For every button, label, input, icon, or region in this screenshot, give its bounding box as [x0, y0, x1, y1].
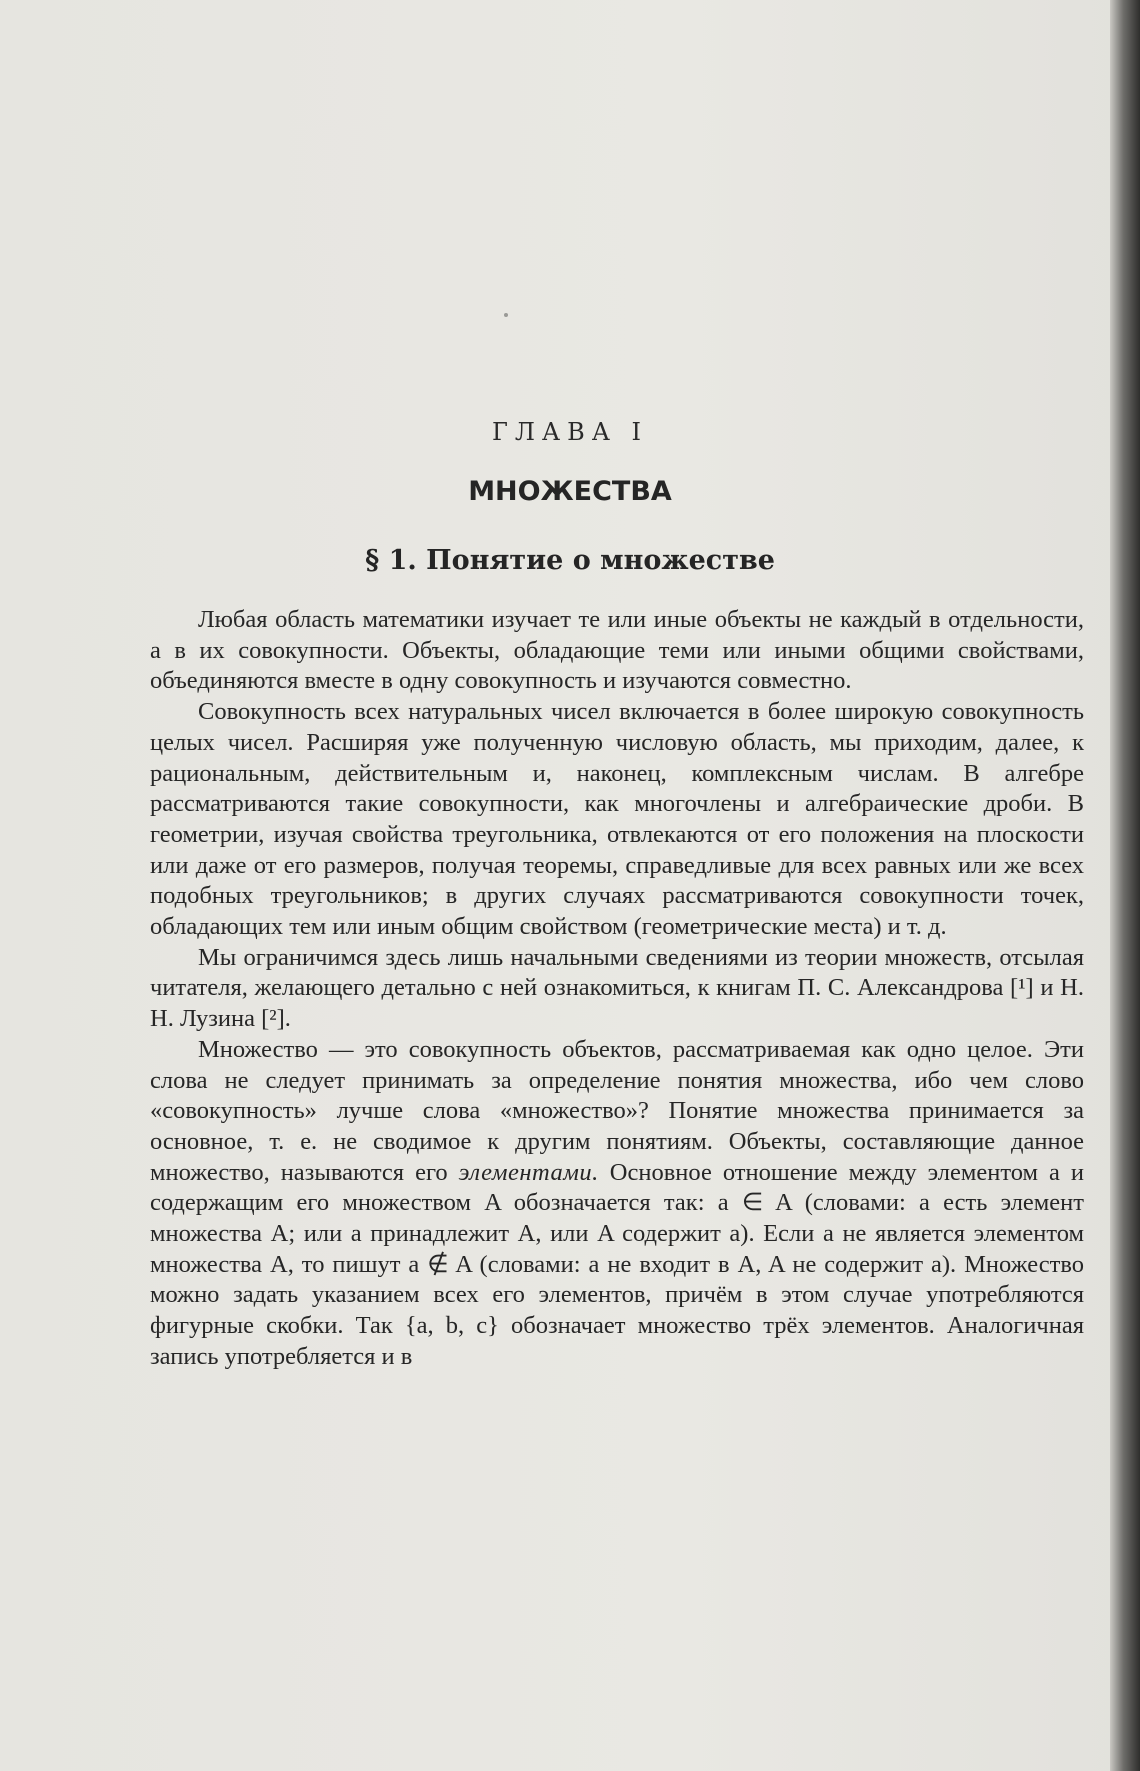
- paragraph-3: Мы ограничимся здесь лишь начальными сведениями из теории множеств, отсылая читателя, желающего детально с ней ознакомиться, к книгам П. С. Александрова [¹] и Н. Н. Лузина [²].: [150, 943, 1084, 1033]
- paragraph-2: Совокупность всех натуральных чисел включается в более широкую совокупность целых чисел. Расширяя уже полученную числовую область, мы приходим, далее, к рациональным, действительным и, наконец, комплексным числам. В алгебре рассматриваются такие совокупности, как многочлены и алгебраические дроби. В геометрии, изучая свойства треугольника, отвлекаются от его положения на плоскости или даже от его размеров, получая теоремы, справедливые для всех равных или же всех подобных треугольников; в других случаях рассматриваются совокупности точек, обладающих тем или иным общим свойством (геометрические места) и т. д.: [150, 698, 1084, 941]
- paragraph-4-start: Множество — это совокупность объектов, рассматриваемая как одно целое. Эти слова не следует принимать за определение понятия множества, ибо чем слово «совокупность» лучше слова «множество»? Понятие множества принимается за основное, т. е. не сводимое к другим понятиям. Объекты, составляющие данное множество, называются его: [150, 1035, 1084, 1186]
- section-heading: § 1. Понятие о множестве: [365, 545, 775, 576]
- chapter-label: ГЛАВА I: [491, 418, 648, 446]
- paragraph-4: [150, 1035, 1084, 1373]
- book-spine-shadow: [1110, 0, 1140, 1771]
- term-elements: элементами.: [458, 1158, 599, 1186]
- print-speck: [504, 313, 508, 317]
- body-text: [150, 605, 1084, 1373]
- chapter-title: МНОЖЕСТВА: [468, 476, 672, 507]
- paragraph-1: Любая область математики изучает те или иные объекты не каждый в отдельности, а в их совокупности. Объекты, обладающие теми или иными общими свойствами, объединяются вместе в одну совокупность и изучаются совместно.: [150, 606, 1084, 695]
- paragraph-4-end: Основное отношение между элементом a и содержащим его множеством A обозначается так: a ∈ A (словами: a есть элемент множества A; или a принадлежит A, или A содержит a). Если a не является элементом множества A, то пишут a ∉ A (словами: a не входит в A, A не содержит a). Множество можно задать указанием всех его элементов, причём в этом случае употребляются фигурные скобки. Так {a, b, c} обозначает множество трёх элементов. Аналогичная запись употребляется и в: [150, 1158, 1084, 1370]
